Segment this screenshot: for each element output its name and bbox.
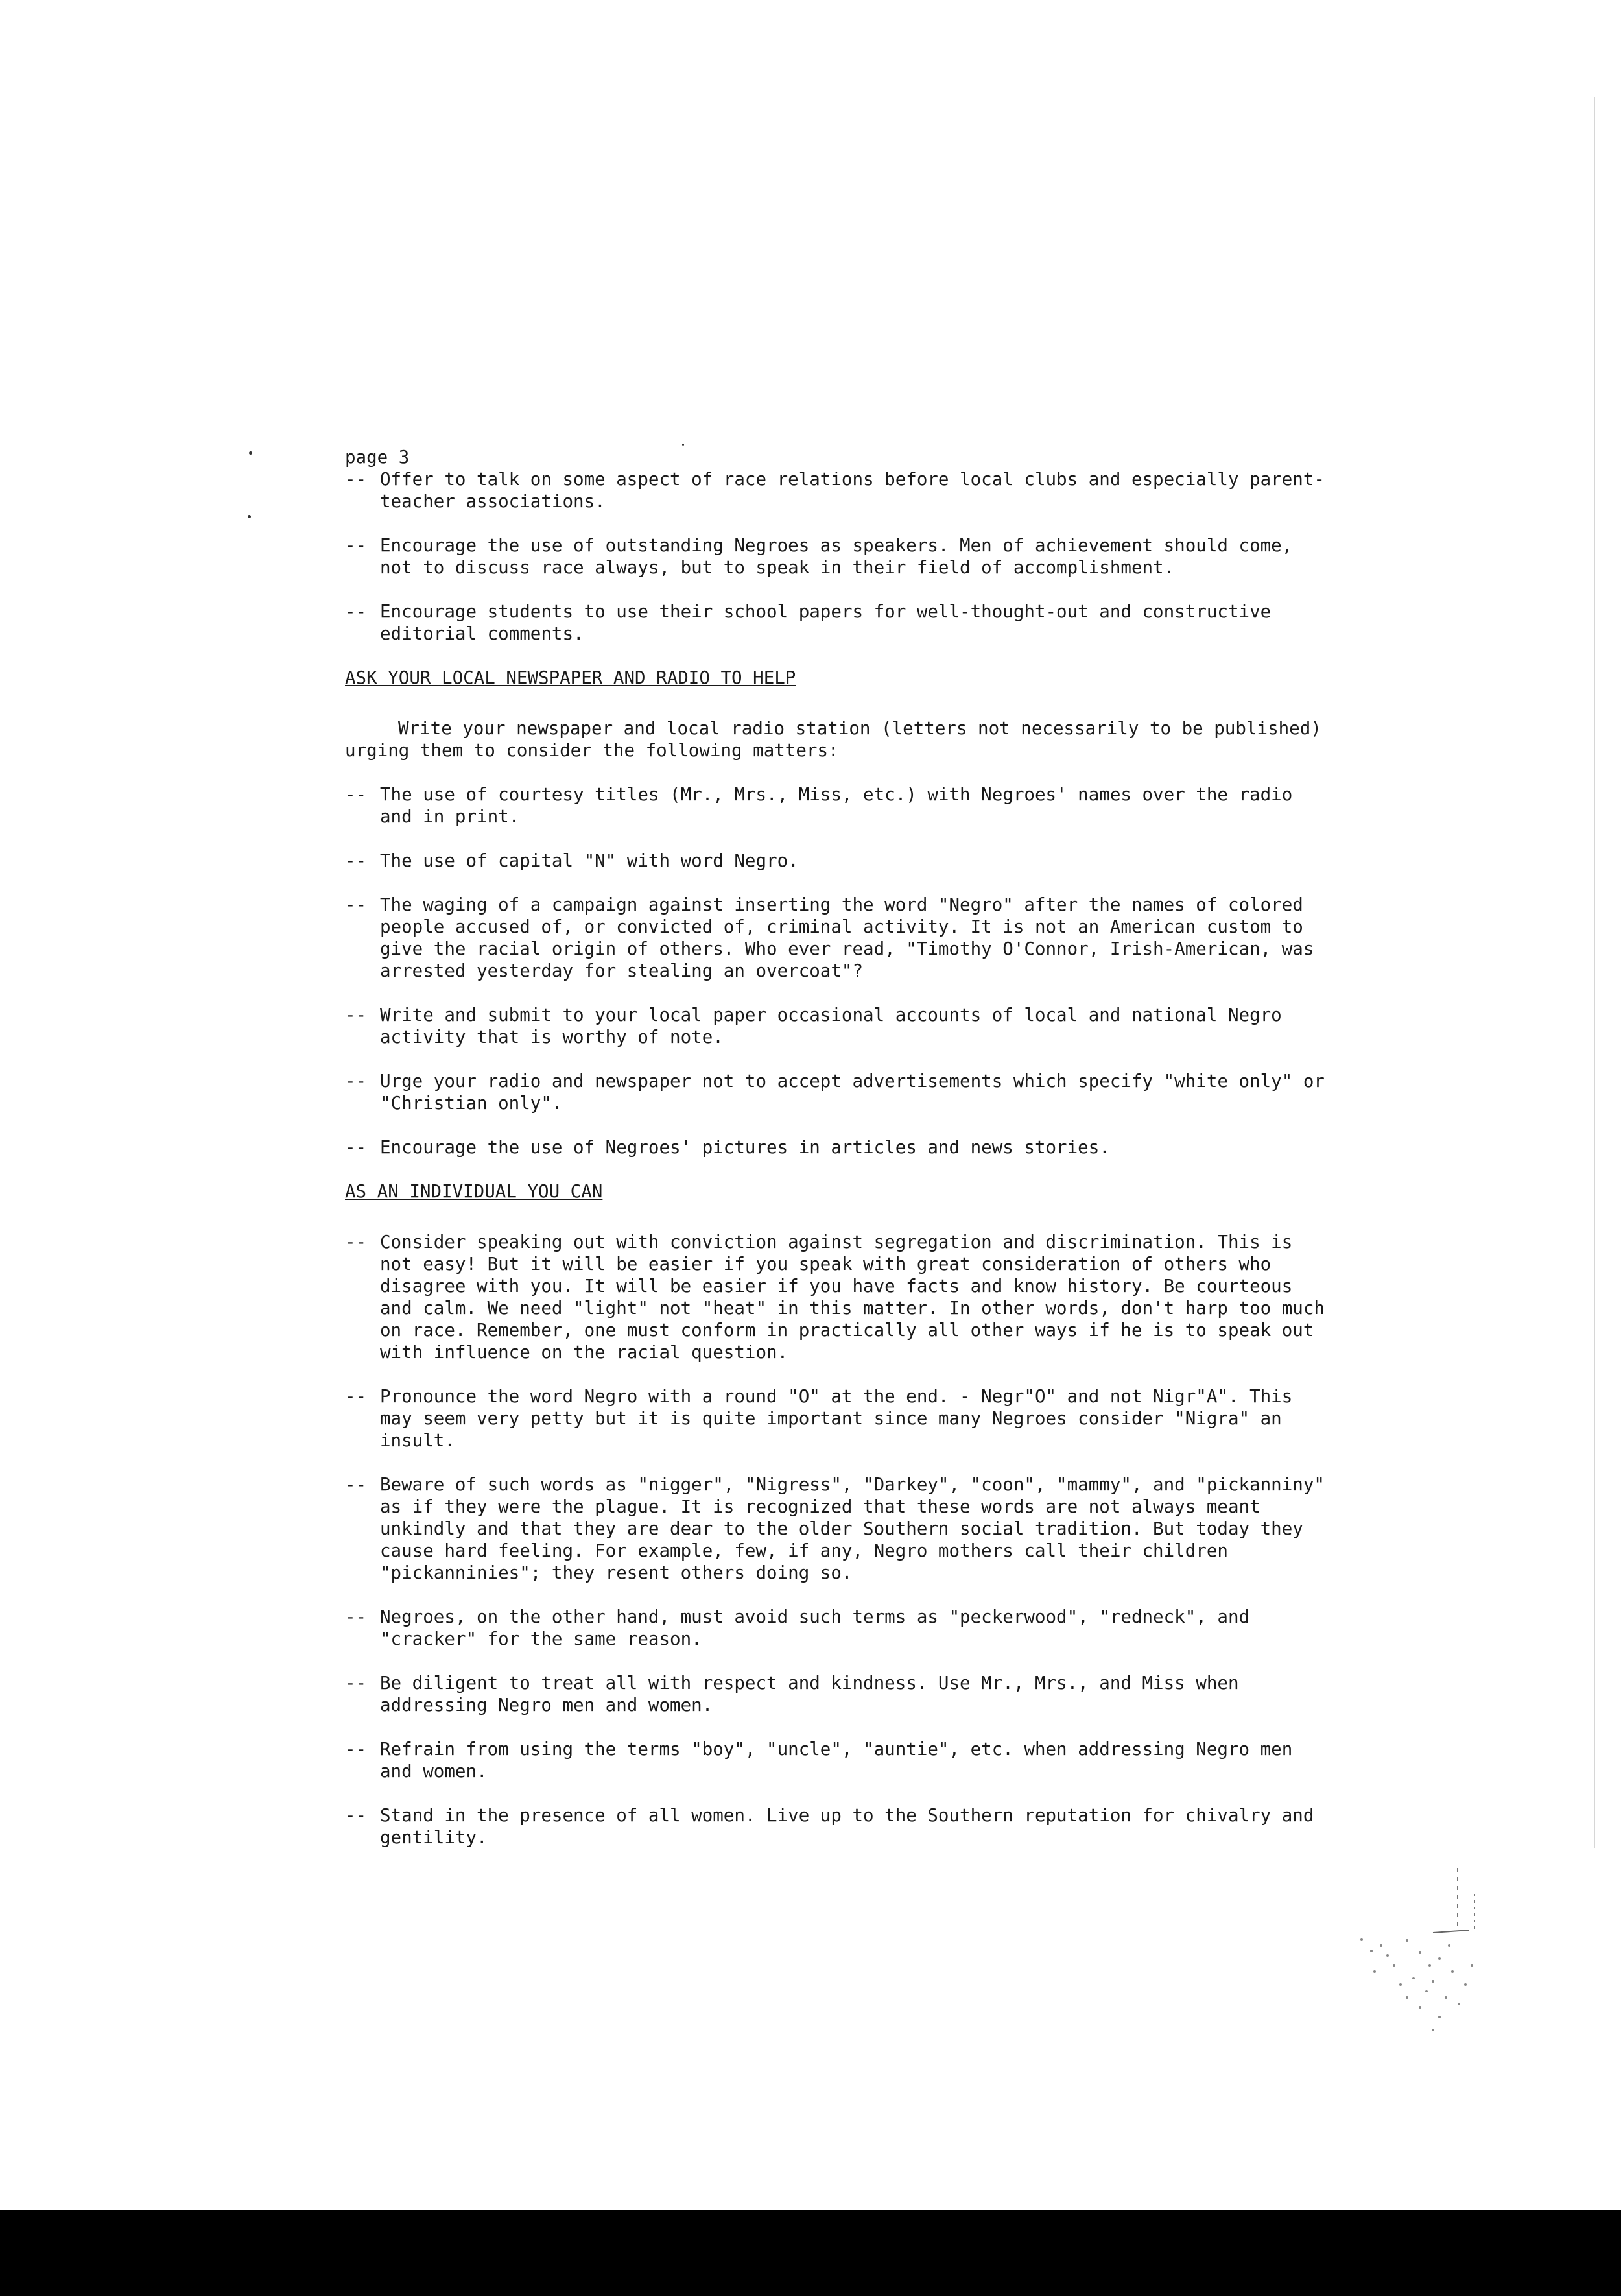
list-item <box>345 1804 1331 1848</box>
dash-bullet: -- <box>345 784 367 805</box>
list-item <box>345 601 1331 645</box>
section-heading-individual: AS AN INDIVIDUAL YOU CAN <box>345 1181 603 1202</box>
list-item <box>345 1004 1331 1048</box>
list-item <box>345 1136 1331 1158</box>
list-item <box>345 783 1331 828</box>
individual-list <box>345 1231 1331 1848</box>
list-item-text: The use of courtesy titles (Mr., Mrs., Miss, etc.) with Negroes' names over the radio and in print. <box>380 784 1293 827</box>
list-item <box>345 894 1331 982</box>
list-item-text: Encourage the use of outstanding Negroes as speakers. Men of achievement should come, not to discuss race always, but to speak in their field of accomplishment. <box>380 535 1293 578</box>
list-item <box>345 1474 1331 1584</box>
dash-bullet: -- <box>345 894 367 915</box>
page-number: page 3 <box>345 447 410 468</box>
scan-edge-line <box>1594 97 1595 1848</box>
dash-bullet: -- <box>345 1739 367 1760</box>
list-item-text: Stand in the presence of all women. Live up to the Southern reputation for chivalry and gentility. <box>380 1805 1314 1848</box>
dash-bullet: -- <box>345 1474 367 1495</box>
list-item-text: The use of capital "N" with word Negro. <box>380 850 799 871</box>
list-item-text: Write and submit to your local paper occasional accounts of local and national Negro activity that is worthy of note. <box>380 1005 1282 1047</box>
dash-bullet: -- <box>345 1607 367 1627</box>
list-item <box>345 534 1331 579</box>
dash-bullet: -- <box>345 1232 367 1252</box>
list-item-text: Consider speaking out with conviction against segregation and discrimination. This is not easy! But it will be easier if you speak with great consideration of others who disagree with you. It will be easier if you have facts and know history. Be courteous and calm. We need "light" not "heat" in this matter. In other words, don't harp too much on race. Remember, one must conform in practically all other ways if he is to speak out with influence on the racial question. <box>380 1232 1325 1363</box>
dash-bullet: -- <box>345 1386 367 1407</box>
scan-speck <box>248 515 251 518</box>
dash-bullet: -- <box>345 1005 367 1025</box>
dash-bullet: -- <box>345 601 367 622</box>
list-item <box>345 1672 1331 1716</box>
list-item-text: Encourage the use of Negroes' pictures in articles and news stories. <box>380 1137 1110 1158</box>
dash-bullet: -- <box>345 1673 367 1693</box>
newspaper-radio-list <box>345 783 1331 1158</box>
list-item-text: Beware of such words as "nigger", "Nigress", "Darkey", "coon", "mammy", and "pickanniny" as if they were the plague. It is recognized that these words are not always meant unkindly and that they are dear to the older Southern social tradition. But today they cause hard feeling. For example, few, if any, Negro mothers call their children "pickanninies"; they resent others doing so. <box>380 1474 1325 1583</box>
list-item <box>345 850 1331 872</box>
dash-bullet: -- <box>345 850 367 871</box>
scan-noise-mark <box>1336 1868 1504 2063</box>
list-item <box>345 468 1331 512</box>
list-item <box>345 1606 1331 1650</box>
intro-list <box>345 468 1331 645</box>
list-item-text: Encourage students to use their school papers for well-thought-out and constructive editorial comments. <box>380 601 1272 644</box>
scan-speck <box>249 451 252 455</box>
list-item-text: Offer to talk on some aspect of race relations before local clubs and especially parent-teacher associations. <box>380 469 1325 512</box>
list-item-text: Urge your radio and newspaper not to accept advertisements which specify "white only" or "Christian only". <box>380 1071 1325 1114</box>
list-item <box>345 1738 1331 1782</box>
list-item <box>345 1231 1331 1363</box>
list-item-text: The waging of a campaign against inserting the word "Negro" after the names of colored people accused of, or convicted of, criminal activity. It is not an American custom to give the racial origin of others. Who ever read, "Timothy O'Connor, Irish-American, was arrested yesterday for stealing an overcoat"? <box>380 894 1314 981</box>
section-heading-newspaper-radio: ASK YOUR LOCAL NEWSPAPER AND RADIO TO HELP <box>345 667 796 688</box>
dash-bullet: -- <box>345 1071 367 1092</box>
list-item <box>345 1385 1331 1452</box>
list-item-text: Be diligent to treat all with respect and kindness. Use Mr., Mrs., and Miss when addressing Negro men and women. <box>380 1673 1239 1716</box>
dash-bullet: -- <box>345 1137 367 1158</box>
document-body <box>345 446 1331 1848</box>
dash-bullet: -- <box>345 469 367 490</box>
scan-bottom-edge <box>0 2210 1621 2296</box>
section-intro-paragraph: Write your newspaper and local radio station (letters not necessarily to be published) urging them to consider the following matters: <box>345 718 1321 761</box>
dash-bullet: -- <box>345 1805 367 1826</box>
list-item-text: Pronounce the word Negro with a round "O" at the end. - Negr"O" and not Nigr"A". This may seem very petty but it is quite important since many Negroes consider "Nigra" an insult. <box>380 1386 1293 1451</box>
list-item-text: Refrain from using the terms "boy", "uncle", "auntie", etc. when addressing Negro men and women. <box>380 1739 1293 1782</box>
list-item-text: Negroes, on the other hand, must avoid such terms as "peckerwood", "redneck", and "cracker" for the same reason. <box>380 1607 1250 1649</box>
dash-bullet: -- <box>345 535 367 556</box>
list-item <box>345 1070 1331 1114</box>
scan-speck <box>682 444 684 446</box>
